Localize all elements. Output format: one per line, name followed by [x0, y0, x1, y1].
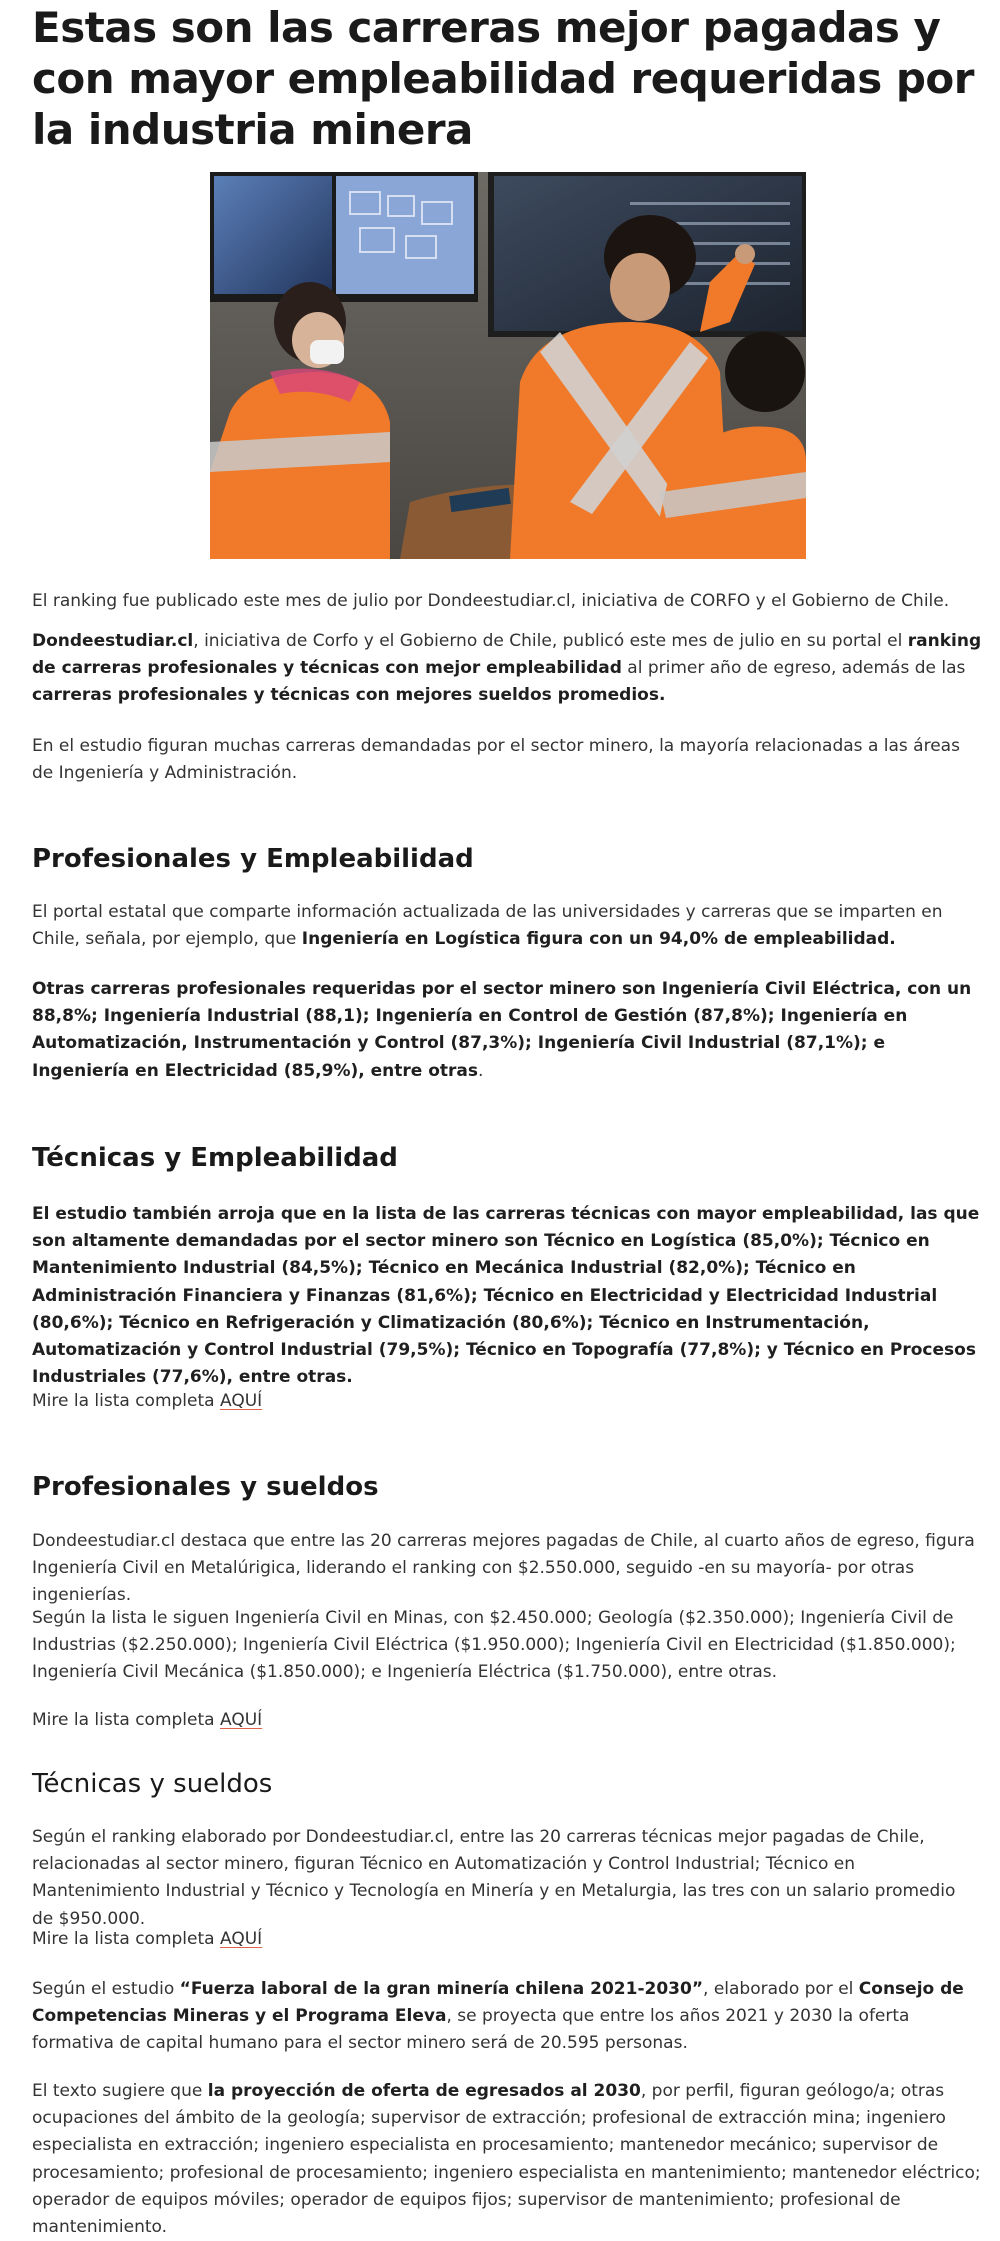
s3-more-label: Mire la lista completa	[32, 1710, 220, 1730]
intro-text-2: al primer año de egreso, además de las	[621, 658, 966, 679]
intro-text-1: , iniciativa de Corfo y el Gobierno de Chile, publicó este mes de julio en su portal el	[193, 631, 908, 651]
article-photo	[210, 172, 806, 559]
s4-more-label: Mire la lista completa	[32, 1929, 220, 1949]
heading-profesionales-empleabilidad: Profesionales y Empleabilidad	[32, 844, 474, 874]
s4-p2-bold-council: Consejo de Competencias Mineras y el Programa Eleva	[32, 1979, 964, 2027]
s4-p2-bold-study: “Fuerza laboral de la gran minería chilena 2021-2030”	[179, 1979, 704, 1999]
s3-paragraph-1: Dondeestudiar.cl destaca que entre las 20 carreras mejores pagadas de Chile, al cuarto años de egreso, figura Ingeniería Civil en Metalúrigica, liderando el ranking con $2.550.000, seguido -en su mayoría- por otras ingenierías.	[32, 1531, 975, 1606]
s1-paragraph-2	[32, 976, 982, 1085]
s4-paragraph-2	[32, 1976, 982, 2058]
intro-paragraph-2: En el estudio figuran muchas carreras demandadas por el sector minero, la mayoría relacionadas a las áreas de Ingeniería y Administración.	[32, 736, 960, 784]
heading-tecnicas-empleabilidad: Técnicas y Empleabilidad	[32, 1143, 398, 1173]
s4-p2-text-e: , se proyecta que entre los años 2021 y 2030 la oferta formativa de capital humano para el sector minero será de 20.595 personas.	[32, 2006, 910, 2054]
intro-bold-source: Dondeestudiar.cl	[32, 631, 194, 651]
intro-bold-salaries: carreras profesionales y técnicas con mejores sueldos promedios.	[32, 685, 666, 706]
s4-p3-text-a: El texto sugiere que	[32, 2081, 208, 2101]
mining-control-room-photo	[210, 172, 806, 559]
s4-p2-text-a: Según el estudio	[32, 1979, 180, 1999]
heading-tecnicas-sueldos: Técnicas y sueldos	[32, 1769, 273, 1799]
s4-paragraph-3	[32, 2078, 982, 2241]
s4-more-link[interactable]: AQUÍ	[219, 1929, 263, 1949]
s4-more-line	[32, 1926, 982, 1953]
s1-bold-list: Otras carreras profesionales requeridas por el sector minero son Ingeniería Civil Eléctrica, con un 88,8%; Ingeniería Industrial (88,1); Ingeniería en Control de Gestión (87,8%); Ingeniería en Automatización, Instrumentación y Control (87,3%); Ingeniería Civil Industrial (87,1%); e Ingeniería en Electricidad (85,9%), entre otras	[32, 979, 972, 1081]
intro-bold-ranking: ranking de carreras profesionales y técnicas con mejor empleabilidad	[32, 631, 982, 679]
s4-p3-text-c: , por perfil, figuran geólogo/a; otras ocupaciones del ámbito de la geología; supervisor de extracción; profesional de extracción mina; ingeniero especialista en extracción; ingeniero especialista en procesamiento; mantenedor mecánico; supervisor de procesamiento; profesional de procesamiento; ingeniero especialista en mantenimiento; mantenedor eléctrico; operador de equipos móviles; operador de equipos fijos; supervisor de mantenimiento; profesional de mantenimiento.	[32, 2081, 981, 2237]
s1-period: .	[478, 1060, 484, 1081]
heading-profesionales-sueldos: Profesionales y sueldos	[32, 1472, 379, 1502]
s2-bold-list: El estudio también arroja que en la lista de las carreras técnicas con mayor empleabilidad, las que son altamente demandadas por el sector minero son Técnico en Logística (85,0%); Técnico en Mantenimiento Industrial (84,5%); Técnico en Mecánica Industrial (82,0%); Técnico en Administración Financiera y Finanzas (81,6%); Técnico en Electricidad y Electricidad Industrial (80,6%); Técnico en Refrigeración y Climatización (80,6%); Técnico en Instrumentación, Automatización y Control Industrial (79,5%); Técnico en Topografía (77,8%); y Técnico en Procesos Industriales (77,6%), entre otras.	[32, 1204, 980, 1388]
s2-more-line	[32, 1388, 982, 1415]
s3-more-line	[32, 1707, 982, 1734]
s4-p3-bold: la proyección de oferta de egresados al 2030	[207, 2081, 641, 2101]
s1-paragraph-1	[32, 899, 982, 953]
s1-text: El portal estatal que comparte información actualizada de las universidades y carreras que se imparten en Chile, señala, por ejemplo, que	[32, 902, 943, 950]
s2-more-link[interactable]: AQUÍ	[219, 1391, 263, 1411]
image-caption: El ranking fue publicado este mes de julio por Dondeestudiar.cl, iniciativa de CORFO y el Gobierno de Chile.	[32, 591, 950, 611]
s4-paragraph-1: Según el ranking elaborado por Dondeestudiar.cl, entre las 20 carreras técnicas mejor pagadas de Chile, relacionadas al sector minero, figuran Técnico en Automatización y Control Industrial; Técnico en Mantenimiento Industrial y Técnico y Tecnología en Minería y en Metalurgia, las tres con un salario promedio de $950.000.	[32, 1827, 956, 1929]
s3-paragraph-2: Según la lista le siguen Ingeniería Civil en Minas, con $2.450.000; Geología ($2.350.000); Ingeniería Civil de Industrias ($2.250.000); Ingeniería Civil Eléctrica ($1.950.000); Ingeniería Civil en Electricidad ($1.850.000); Ingeniería Civil Mecánica ($1.850.000); e Ingeniería Eléctrica ($1.750.000), entre otras.	[32, 1608, 956, 1683]
s2-paragraph-1	[32, 1201, 982, 1391]
s3-more-link[interactable]: AQUÍ	[219, 1710, 263, 1730]
intro-paragraph-1	[32, 628, 982, 710]
s4-p2-text-c: , elaborado por el	[703, 1979, 859, 1999]
s1-bold: Ingeniería en Logística figura con un 94,0% de empleabilidad.	[301, 929, 896, 950]
s2-more-label: Mire la lista completa	[32, 1391, 220, 1411]
article-title: Estas son las carreras mejor pagadas y con mayor empleabilidad requeridas por la industria minera	[32, 3, 974, 155]
